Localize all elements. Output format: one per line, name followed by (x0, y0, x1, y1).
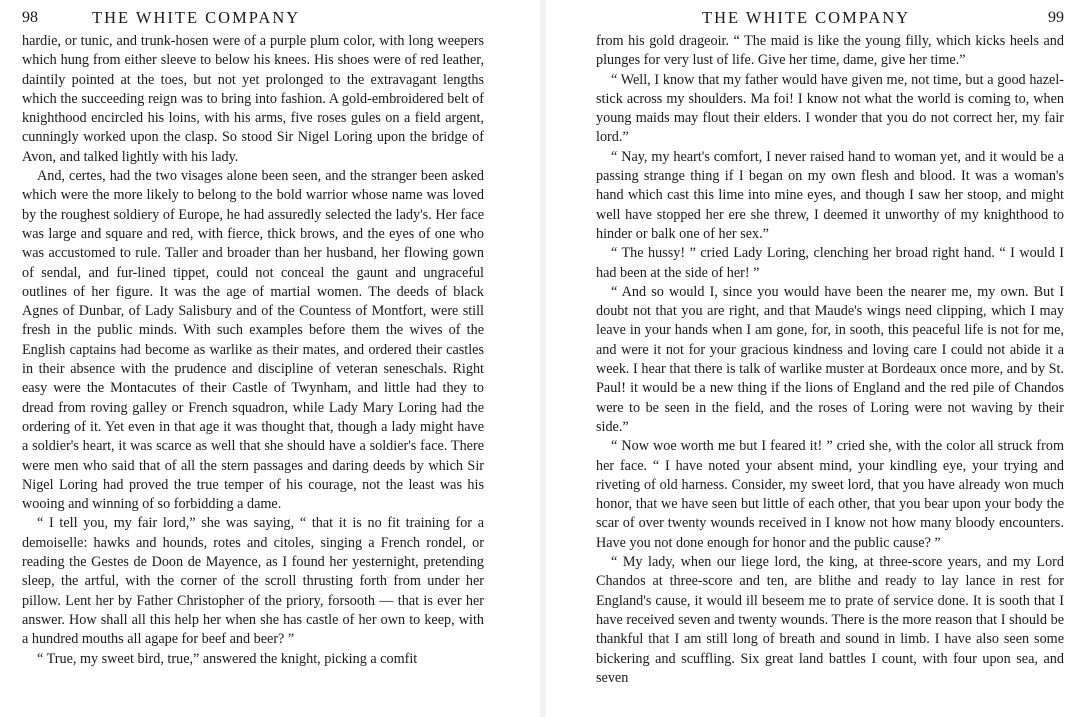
right-running-title: THE WHITE COMPANY (702, 8, 911, 27)
paragraph: “ And so would I, since you would have been the nearer me, my own. But I doubt not that you are right, and that Maude's wings need clipping, which I may leave in your hands when I am gone, for, in sooth, this peaceful life is not for me, and were it not for your gracious kindness and loving care I could not abide it a week. I hear that there is talk of warlike muster at Bordeaux once more, and by St. Paul! it would be a new thing if the lions of England and the red pile of Chandos were to be seen in the field, and the roses of Loring were not waving by their side.” (596, 283, 1064, 435)
right-running-head (596, 6, 1064, 30)
paragraph: “ I tell you, my fair lord,” she was saying, “ that it is no fit training for a demoiselle: hawks and hounds, rotes and citoles, singing a French rondel, or reading the Gestes de Doon de Mayence, as I found her yesternight, pretending sleep, the artful, with the corner of the scroll thrusting forth from under her pillow. Lent her by Father Christopher of the priory, forsooth — that is ever her answer. How shall all this help her when she has castle of her own to keep, with a hundred mouths all agape for beef and beer? ” (22, 515, 484, 648)
paragraph: And, certes, had the two visages alone been seen, and the stranger been asked which were the more likely to belong to the bold warrior whose name was loved by the roughest soldiery of Europe, he had assuredly selected the lady's. Her face was large and square and red, with fierce, thick brows, and the eyes of one who was accustomed to rule. Taller and broader than her husband, her flowing gown of sendal, and fur-lined tippet, could not conceal the gaunt and ungraceful outlines of her figure. It was the age of martial women. The deeds of black Agnes of Dunbar, of Lady Salisbury and of the Countess of Montfort, were still fresh in the public minds. With such examples before them the wives of the English captains had become as warlike as their mates, and ordered their castles in their absence with the prudence and discipline of veteran seneschals. Right easy were the Montacutes of their Castle of Twynham, and little had they to dread from roving galley or French squadron, while Lady Mary Loring had the ordering of it. Yet even in that age it was thought that, though a lady might have a soldier's heart, it was scarce as well that she should have a soldier's face. There were men who said that of all the stern passages and daring deeds by which Sir Nigel Loring had proved the true temper of his courage, not the least was his wooing and winning of so forbidding a dame. (22, 168, 484, 513)
left-running-head (22, 6, 484, 30)
right-page-number: 99 (1048, 9, 1064, 26)
paragraph: “ Now woe worth me but I feared it! ” cried she, with the color all struck from her face. “ I have noted your absent mind, your kindling eye, your trying and riveting of old harness. Consider, my sweet lord, that you have already won much honor, that we have seen but little of each other, that you bear upon your body the scar of over twenty wounds received in I know not how many bloody encounters. Have you not done enough for honor and the public cause? ” (596, 438, 1064, 551)
left-page (0, 0, 540, 717)
paragraph: “ Well, I know that my father would have given me, not time, but a good hazel-stick across my shoulders. Ma foi! I know not what the world is coming to, when young maids may flout their elders. I wonder that you do not correct her, my fair lord.” (596, 71, 1064, 146)
left-body-text (22, 32, 484, 669)
paragraph: “ My lady, when our liege lord, the king, at three-score years, and my Lord Chandos at three-score and ten, are blithe and ready to lay lance in rest for England's cause, it would ill beseem me to prate of service done. It is sooth that I have received seven and twenty wounds. There is the more reason that I should be thankful that I am still long of breath and sound in limb. I have also seen some bickering and scuffling. Six great land battles I count, with four upon sea, and seven (596, 554, 1064, 686)
left-page-number: 98 (22, 9, 38, 26)
paragraph: from his gold drageoir. “ The maid is like the young filly, which kicks heels and plunges for very lust of life. Give her time, dame, give her time.” (596, 33, 1064, 69)
paragraph: “ The hussy! ” cried Lady Loring, clenching her broad right hand. “ I would I had been at the side of her! ” (596, 245, 1064, 281)
paragraph: hardie, or tunic, and trunk-hosen were of a purple plum color, with long weepers which hung from either sleeve to below his knees. His shoes were of red leather, daintily pointed at the toes, but not yet prolonged to the extravagant lengths which the succeeding reign was to bring into fashion. A gold-embroidered belt of knighthood encircled his loins, with his arms, five roses gules on a field argent, cunningly worked upon the clasp. So stood Sir Nigel Loring upon the bridge of Avon, and talked lightly with his lady. (22, 33, 484, 165)
right-body-text (596, 32, 1064, 688)
paragraph: “ True, my sweet bird, true,” answered the knight, picking a comfit (37, 650, 418, 667)
paragraph: “ Nay, my heart's comfort, I never raised hand to woman yet, and it would be a passing strange thing if I began on my own flesh and blood. It was a woman's hand which cast this lime into mine eyes, and though I saw her stoop, and might well have stopped her ere she threw, I deemed it unworthy of my knighthood to hinder or balk one of her sex.” (596, 148, 1064, 242)
right-page (546, 0, 1086, 717)
left-running-title: THE WHITE COMPANY (92, 8, 301, 27)
